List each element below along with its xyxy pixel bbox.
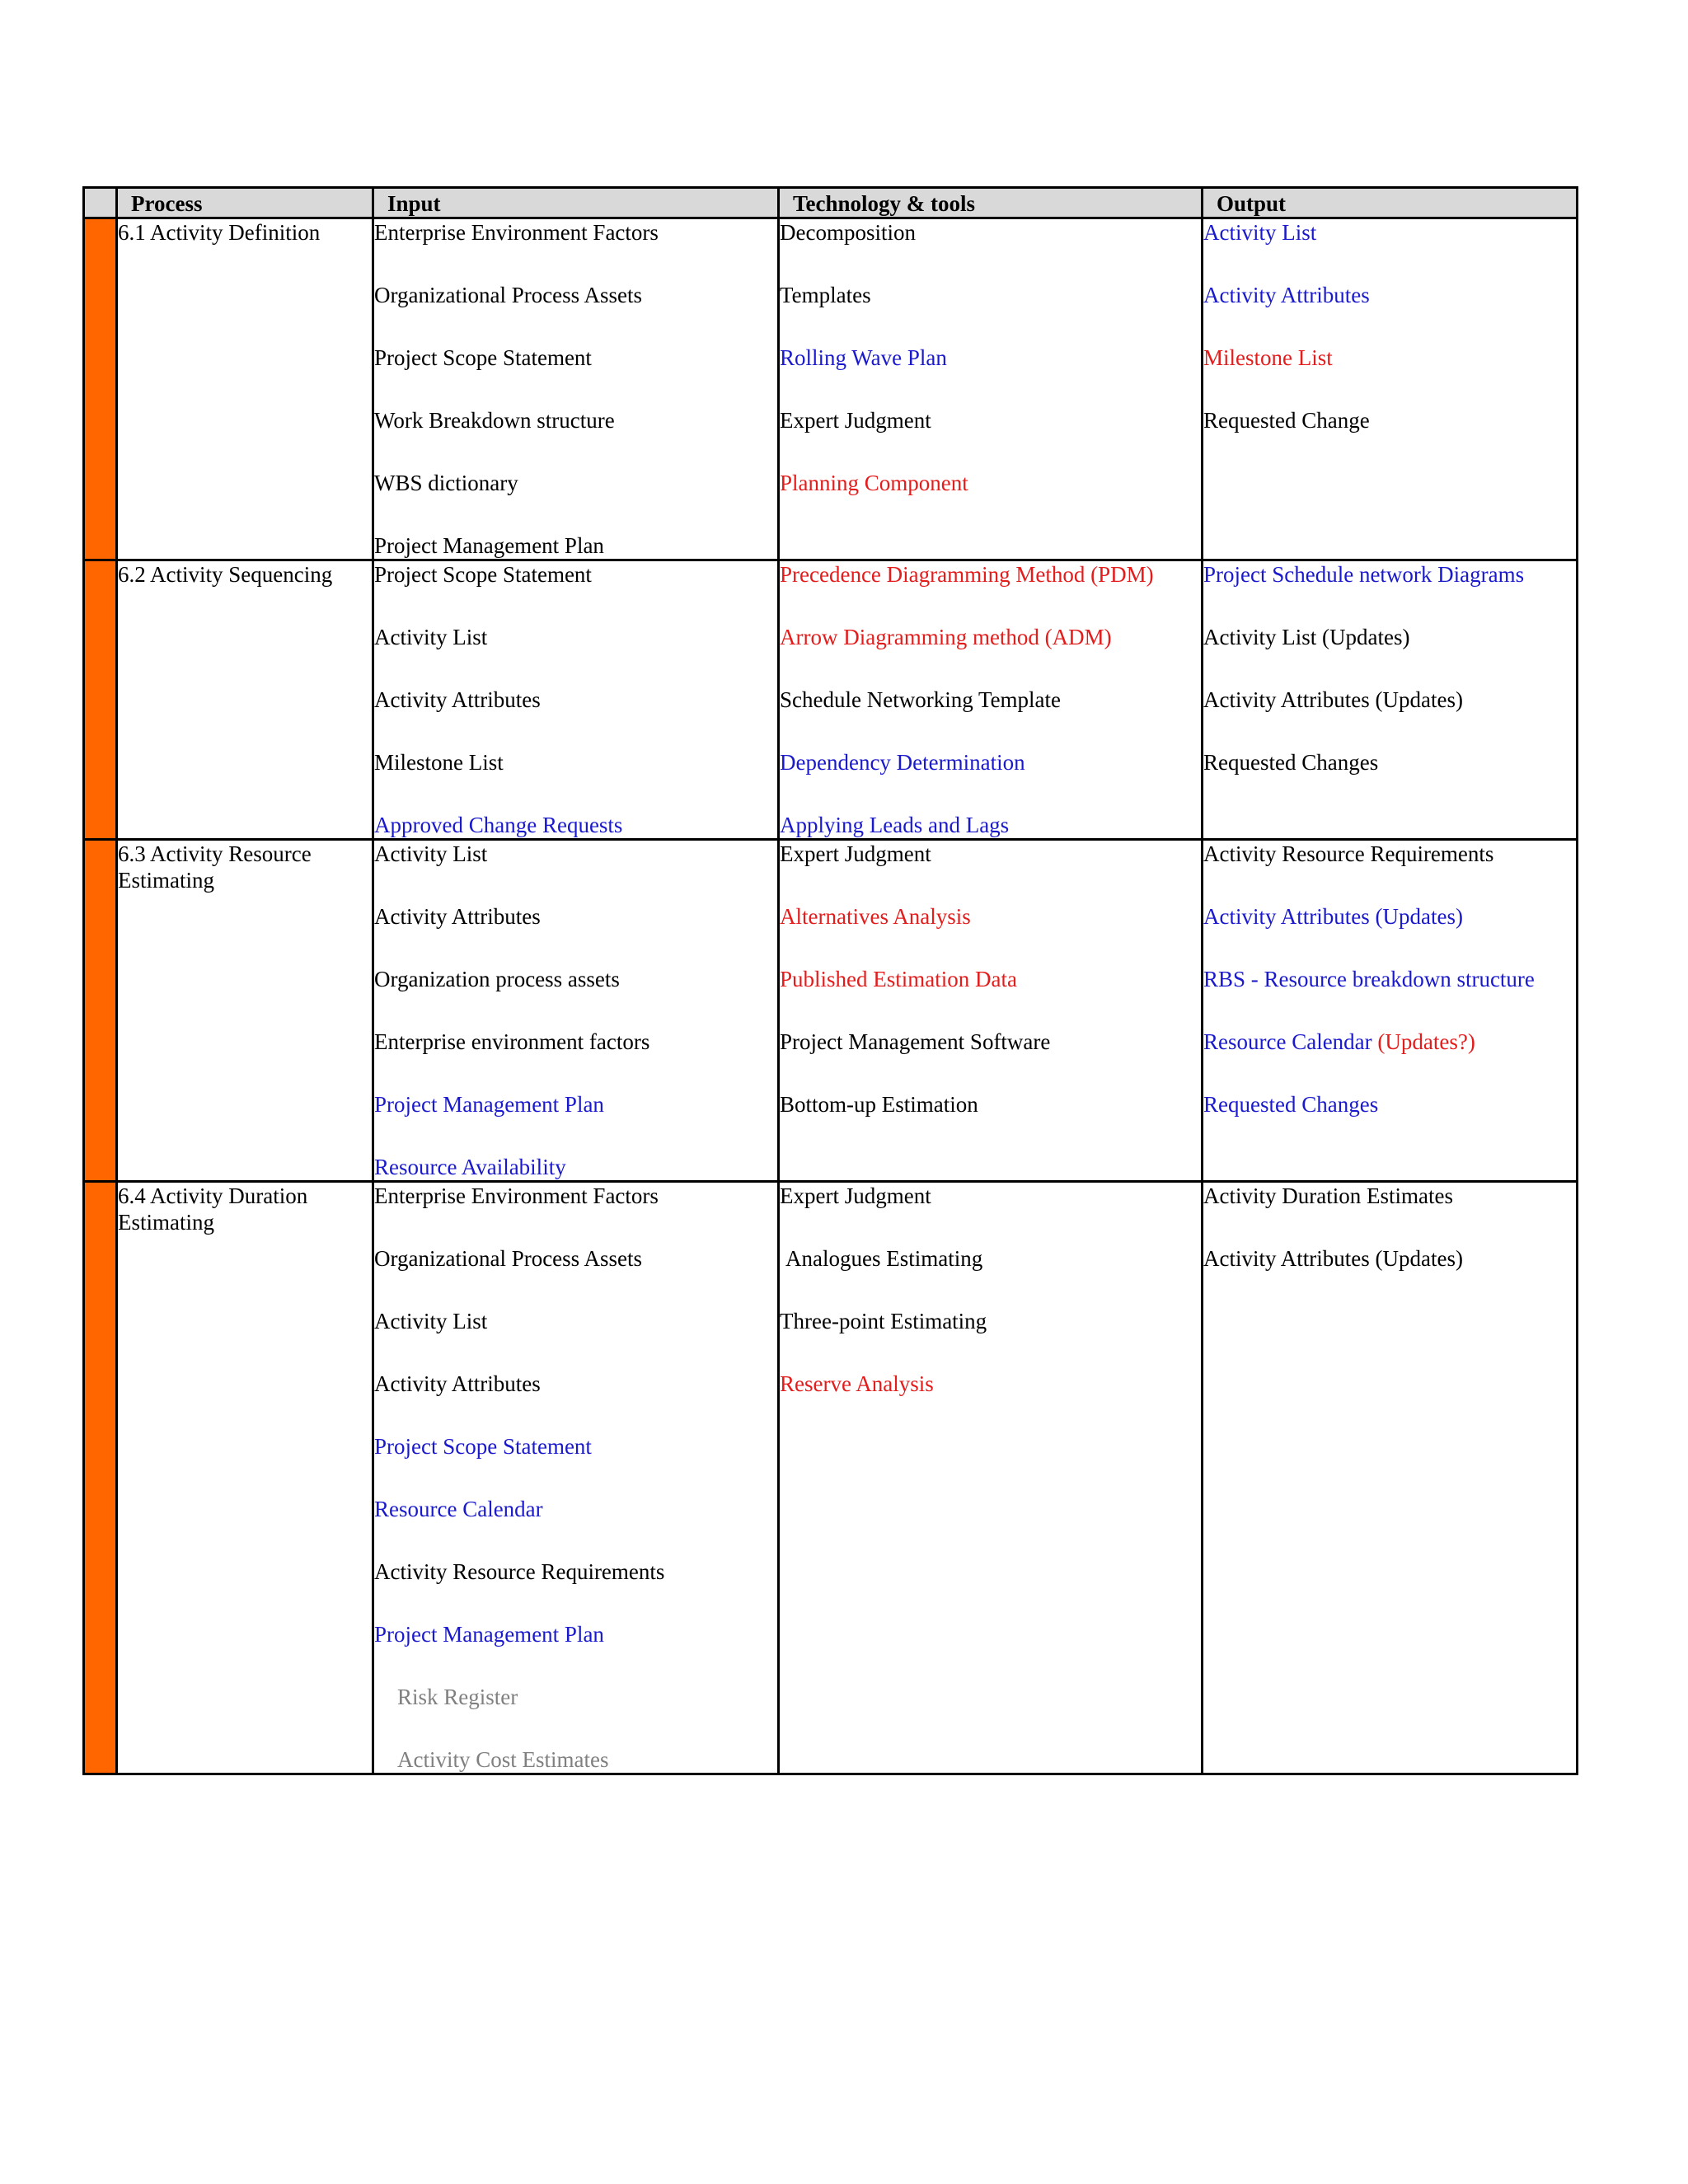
list-item: [1203, 344, 1576, 371]
process-cell: 6.3 Activity Resource Estimating: [117, 840, 373, 1182]
list-item: [780, 966, 1201, 992]
item-text: Expert Judgment: [780, 841, 931, 866]
list-item: [1203, 624, 1576, 650]
item-text: Project Schedule network Diagrams: [1203, 562, 1525, 587]
list-item: [374, 1684, 777, 1710]
item-suffix: (Updates?): [1377, 1029, 1475, 1054]
list-item: [1203, 749, 1576, 776]
list-item: [374, 1558, 777, 1585]
list-item: [780, 1245, 1201, 1272]
item-text: Activity Cost Estimates: [397, 1747, 609, 1772]
list-item: [374, 219, 777, 246]
item-text: WBS dictionary: [374, 471, 518, 495]
item-text: Organization process assets: [374, 967, 620, 991]
item-text: Project Scope Statement: [374, 345, 592, 370]
header-row: [84, 188, 1578, 218]
table-body: [84, 218, 1578, 1774]
item-text: Expert Judgment: [780, 1183, 931, 1208]
list-item: [374, 749, 777, 776]
input-cell: [373, 840, 779, 1182]
item-text: Activity Attributes (Updates): [1203, 904, 1463, 929]
item-text: Activity List: [374, 625, 488, 649]
item-text: Resource Calendar: [1203, 1029, 1372, 1054]
list-item: [1203, 561, 1576, 588]
row-stripe: [84, 560, 117, 840]
item-text: Project Scope Statement: [374, 562, 592, 587]
item-text: Activity Resource Requirements: [374, 1559, 665, 1584]
item-text: Project Management Software: [780, 1029, 1051, 1054]
item-text: Approved Change Requests: [374, 813, 623, 837]
list-item: [780, 1029, 1201, 1055]
list-item: [780, 1371, 1201, 1397]
item-text: Activity Attributes (Updates): [1203, 687, 1463, 712]
item-text: Dependency Determination: [780, 750, 1025, 775]
list-item: [780, 1308, 1201, 1334]
list-item: [780, 407, 1201, 434]
list-item: [374, 687, 777, 713]
item-text: Activity List: [374, 1309, 488, 1333]
list-item: [780, 561, 1201, 588]
list-item: [374, 1496, 777, 1522]
list-item: [1203, 687, 1576, 713]
list-item: [780, 624, 1201, 650]
item-text: Project Management Plan: [374, 1622, 604, 1647]
item-text: Published Estimation Data: [780, 967, 1017, 991]
list-item: [780, 1091, 1201, 1118]
header-tools: Technology & tools: [779, 188, 1203, 218]
item-text: Milestone List: [1203, 345, 1333, 370]
list-item: [374, 282, 777, 308]
item-text: Expert Judgment: [780, 408, 931, 433]
list-item: [374, 812, 777, 838]
item-text: Resource Calendar: [374, 1497, 543, 1521]
list-item: [374, 1308, 777, 1334]
header-input: Input: [373, 188, 779, 218]
item-text: Risk Register: [397, 1685, 518, 1709]
item-text: Organizational Process Assets: [374, 1246, 642, 1271]
list-item: [1203, 219, 1576, 246]
list-item: [374, 1433, 777, 1460]
item-text: Milestone List: [374, 750, 504, 775]
item-text: Activity Duration Estimates: [1203, 1183, 1453, 1208]
list-item: [374, 470, 777, 496]
list-item: [780, 219, 1201, 246]
list-item: [780, 1183, 1201, 1209]
list-item: [374, 1371, 777, 1397]
item-text: Activity Attributes: [374, 1371, 541, 1396]
item-text: Bottom-up Estimation: [780, 1092, 978, 1117]
list-item: [374, 1183, 777, 1209]
item-text: Activity Attributes: [1203, 283, 1370, 307]
item-text: Applying Leads and Lags: [780, 813, 1010, 837]
list-item: [374, 1091, 777, 1118]
row-stripe: [84, 218, 117, 560]
item-text: Activity Attributes: [374, 904, 541, 929]
list-item: [374, 1029, 777, 1055]
item-text: Activity List (Updates): [1203, 625, 1410, 649]
item-text: Schedule Networking Template: [780, 687, 1062, 712]
tools-cell: [779, 560, 1203, 840]
list-item: [1203, 841, 1576, 867]
list-item: [374, 532, 777, 559]
list-item: [374, 561, 777, 588]
item-text: Enterprise Environment Factors: [374, 220, 659, 245]
list-item: [780, 470, 1201, 496]
output-cell: [1203, 840, 1578, 1182]
header-stripe-cell: [84, 188, 117, 218]
tools-cell: [779, 1182, 1203, 1774]
item-text: Activity Attributes: [374, 687, 541, 712]
process-cell: 6.4 Activity Duration Estimating: [117, 1182, 373, 1774]
table-row: [84, 840, 1578, 1182]
list-item: [1203, 1245, 1576, 1272]
item-text: Requested Changes: [1203, 1092, 1379, 1117]
list-item: [374, 903, 777, 930]
item-text: Precedence Diagramming Method (PDM): [780, 562, 1154, 587]
input-cell: [373, 1182, 779, 1774]
input-cell: [373, 560, 779, 840]
item-text: Project Management Plan: [374, 533, 604, 558]
item-text: Rolling Wave Plan: [780, 345, 947, 370]
list-item: [374, 966, 777, 992]
list-item: [1203, 1029, 1576, 1055]
list-item: [1203, 903, 1576, 930]
list-item: [780, 749, 1201, 776]
header-output: Output: [1203, 188, 1578, 218]
list-item: [780, 344, 1201, 371]
list-item: [780, 812, 1201, 838]
list-item: [780, 687, 1201, 713]
list-item: [1203, 407, 1576, 434]
tools-cell: [779, 840, 1203, 1182]
item-text: Project Management Plan: [374, 1092, 604, 1117]
tools-cell: [779, 218, 1203, 560]
item-text: Project Scope Statement: [374, 1434, 592, 1459]
item-text: Organizational Process Assets: [374, 283, 642, 307]
item-text: Activity Attributes (Updates): [1203, 1246, 1463, 1271]
list-item: [374, 624, 777, 650]
list-item: [374, 1621, 777, 1647]
input-cell: [373, 218, 779, 560]
list-item: [1203, 1183, 1576, 1209]
list-item: [374, 407, 777, 434]
item-text: Analogues Estimating: [785, 1246, 983, 1271]
item-text: Requested Change: [1203, 408, 1370, 433]
item-text: Alternatives Analysis: [780, 904, 971, 929]
item-text: RBS - Resource breakdown structure: [1203, 967, 1535, 991]
list-item: [1203, 1091, 1576, 1118]
process-cell: 6.1 Activity Definition: [117, 218, 373, 560]
table-row: [84, 1182, 1578, 1774]
list-item: [1203, 282, 1576, 308]
item-text: Enterprise environment factors: [374, 1029, 650, 1054]
item-text: Resource Availability: [374, 1155, 566, 1179]
list-item: [780, 282, 1201, 308]
list-item: [1203, 966, 1576, 992]
item-text: Decomposition: [780, 220, 916, 245]
list-item: [780, 841, 1201, 867]
list-item: [374, 1154, 777, 1180]
table-row: [84, 560, 1578, 840]
item-text: Arrow Diagramming method (ADM): [780, 625, 1112, 649]
item-text: Work Breakdown structure: [374, 408, 615, 433]
item-text: Three-point Estimating: [780, 1309, 987, 1333]
process-table: [82, 186, 1578, 1775]
list-item: [374, 1746, 777, 1773]
output-cell: [1203, 560, 1578, 840]
item-text: Requested Changes: [1203, 750, 1379, 775]
list-item: [374, 344, 777, 371]
item-text: Activity List: [1203, 220, 1317, 245]
item-text: Activity List: [374, 841, 488, 866]
item-text: Planning Component: [780, 471, 968, 495]
list-item: [374, 841, 777, 867]
list-item: [374, 1245, 777, 1272]
process-cell: 6.2 Activity Sequencing: [117, 560, 373, 840]
item-text: Activity Resource Requirements: [1203, 841, 1494, 866]
output-cell: [1203, 218, 1578, 560]
header-process: Process: [117, 188, 373, 218]
item-text: Templates: [780, 283, 871, 307]
row-stripe: [84, 1182, 117, 1774]
row-stripe: [84, 840, 117, 1182]
list-item: [780, 903, 1201, 930]
output-cell: [1203, 1182, 1578, 1774]
table-row: [84, 218, 1578, 560]
item-text: Enterprise Environment Factors: [374, 1183, 659, 1208]
item-text: Reserve Analysis: [780, 1371, 934, 1396]
